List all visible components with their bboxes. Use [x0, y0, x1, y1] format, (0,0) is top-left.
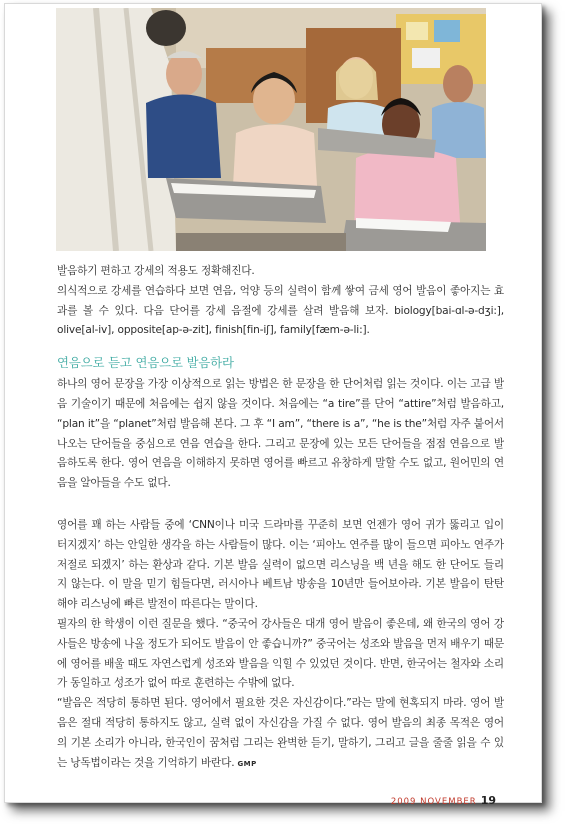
page-footer — [391, 789, 496, 808]
magazine-page — [4, 3, 542, 807]
author-signature: GMP — [237, 759, 257, 768]
paragraph-last — [57, 694, 504, 774]
paragraph-gap — [57, 494, 504, 516]
page-number: 19 — [480, 794, 496, 807]
paragraph: 필자의 한 학생이 이런 질문을 했다. “중국어 강사들은 대개 영어 발음이 좋은데, 왜 한국의 영어 강사들은 방송에 나올 정도가 되어도 발음이 안 좋습니까?” 중국어는 성조와 발음을 먼저 배우기 때문에 영어를 배울 때도 자연스럽게 성조와 발음을 익힐 수 있었던 것이다. 반면, 한국어는 철자와 소리가 동일하고 성조가 없어 따로 훈련하는 수밖에 없다. — [57, 617, 504, 690]
paragraph: 발음하기 편하고 강세의 적용도 정확해진다. — [57, 265, 255, 277]
classroom-photo — [56, 8, 486, 251]
paragraph: 의식적으로 강세를 연습하다 보면 연음, 억양 등의 실력이 함께 쌓여 금세 영어 발음이 좋아지는 효과를 볼 수 있다. 다음 단어를 강세 음절에 강세를 살려 발음해 보자. biology[bai-ɑl-ə-dʒi:], olive[al-iv], opposite[ap-ə-zit], finish[fin-iʃ], family[fæm-ə-li:]. — [57, 284, 504, 337]
paragraph-text: “발음은 적당히 통하면 된다. 영어에서 필요한 것은 자신감이다.”라는 말에 현혹되지 마라. 영어 발음은 절대 적당히 통하지도 않고, 실력 없이 자신감을 가질 수 없다. 영어 발음의 최종 목적은 영어의 기본 소리가 아니라, 한국인이 꿈처럼 그리는 완벽한 듣기, 말하기, 그리고 글을 줄줄 읽을 수 있는 낭독법이라는 것을 기억하기 바란다. — [57, 697, 504, 769]
article-body — [57, 262, 504, 774]
issue-date: 2009 NOVEMBER — [390, 797, 477, 807]
paragraph: 영어를 꽤 하는 사람들 중에 ‘CNN이나 미국 드라마를 꾸준히 보면 언젠가 영어 귀가 뚫리고 입이 터지겠지’ 하는 안일한 생각을 하는 사람들이 많다. 이는 ‘피아노 연주를 많이 들으면 피아노 연주가 저절로 되겠지’ 하는 환상과 같다. 기본 발음 실력이 없으면 리스닝을 백 년을 해도 한 단어도 들리지 않는다. 이 말을 믿기 힘들다면, 러시아나 베트남 방송을 10년만 들어보아라. 기본 발음이 탄탄해야 리스닝에 빠른 발전이 따른다는 말이다. — [57, 518, 504, 611]
classroom-photo-illustration — [56, 8, 486, 251]
paragraph: 하나의 영어 문장을 가장 이상적으로 읽는 방법은 한 문장을 한 단어처럼 읽는 것이다. 이는 고급 발음 기술이기 때문에 처음에는 쉽지 않을 것이다. 처음에는 “a tire”를 단어 “attire”처럼 발음하고, “plan it”을 “planet”처럼 발음해 본다. 그 후 “I am”, “there is a”, “he is the”처럼 자주 붙어서 나오는 단어들을 중심으로 연음 연습을 한다. 그리고 문장에 있는 모든 단어들을 점점 연음으로 발음하도록 한다. 영어 연음을 이해하지 못하면 영어를 빠르고 유창하게 말할 수도 없고, 원어민의 연음을 알아들을 수도 없다. — [57, 378, 504, 490]
section-heading: 연음으로 듣고 연음으로 발음하라 — [57, 355, 234, 371]
